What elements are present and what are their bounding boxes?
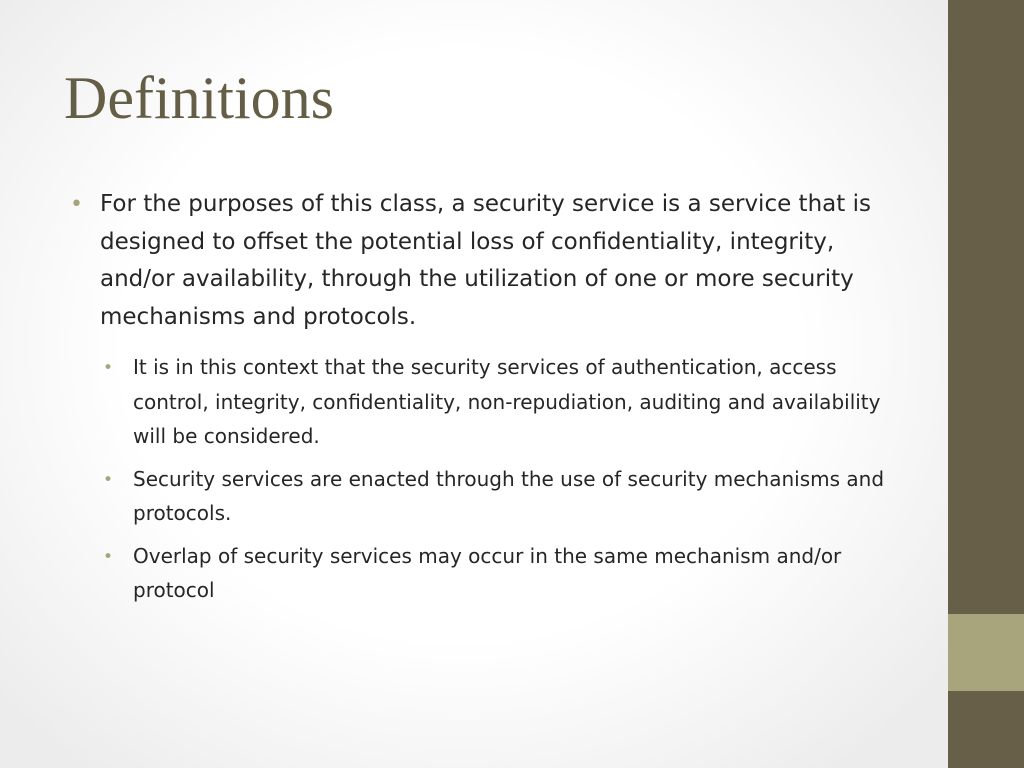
sub-bullet-list: [70, 350, 900, 608]
bullet-icon: •: [103, 358, 114, 378]
bullet-text: It is in this context that the security services of authentication, access control, integrity, confidentiality, non-repudiation, auditing and availability will be considered.: [133, 355, 881, 448]
slide-content: [70, 186, 900, 616]
bullet-icon: •: [70, 192, 83, 217]
bullet-text: Overlap of security services may occur in the same mechanism and/or protocol: [133, 543, 842, 602]
decorative-side-accent: [948, 614, 1024, 691]
bullet-text: Security services are enacted through the use of security mechanisms and protocols.: [133, 466, 885, 525]
bullet-text: For the purposes of this class, a security service is a service that is designed to offset the potential loss of confidentiality, integrity, and/or availability, through the utilization of one or more security mechanisms and protocols.: [100, 191, 871, 330]
bullet-icon: •: [103, 546, 114, 567]
bullet-point-level-2: [103, 539, 900, 608]
slide-title: Definitions: [64, 65, 334, 131]
bullet-point-level-2: [103, 350, 900, 454]
bullet-icon: •: [103, 469, 114, 490]
bullet-point-level-2: [103, 462, 900, 531]
bullet-point-level-1: [70, 186, 900, 336]
